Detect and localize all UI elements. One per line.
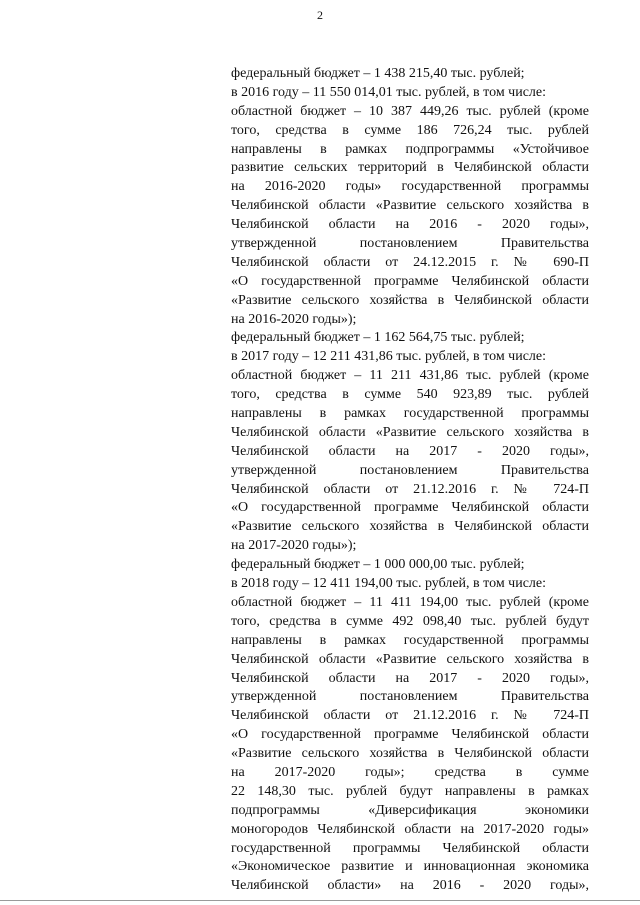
text-line: на 2016-2020 годы» государственной программы — [231, 179, 589, 195]
text-line: в 2016 году – 11 550 014,01 тыс. рублей, в том числе: — [231, 84, 547, 100]
text-line: на 2017-2020 годы»); — [231, 538, 357, 554]
text-line: на 2016-2020 годы»); — [231, 311, 357, 327]
text-line: федеральный бюджет – 1 438 215,40 тыс. рублей; — [231, 66, 525, 81]
text-line: Челябинской области на 2017 - 2020 годы», — [231, 443, 589, 459]
text-line: 22 148,30 тыс. рублей будут направлены в рамках — [231, 783, 589, 799]
text-line: подпрограммы «Диверсификация экономики — [231, 802, 589, 818]
bottom-scan-edge — [0, 900, 640, 901]
text-line: «О государственной программе Челябинской области — [231, 273, 589, 289]
text-line: Челябинской области от 24.12.2015 г. № 690-П — [231, 254, 589, 270]
document-body — [231, 65, 589, 896]
text-line: развитие сельских территорий в Челябинской области — [231, 160, 589, 176]
text-line: «О государственной программе Челябинской области — [231, 727, 589, 743]
text-line: областной бюджет – 11 211 431,86 тыс. рублей (кроме — [231, 368, 589, 384]
text-line: «Развитие сельского хозяйства в Челябинской области — [231, 519, 589, 535]
page-number: 2 — [317, 8, 323, 22]
text-line: направлены в рамках государственной программы — [231, 406, 589, 422]
text-line: «Экономическое развитие и инновационная экономика — [231, 859, 589, 875]
text-line: в 2018 году – 12 411 194,00 тыс. рублей, в том числе: — [231, 576, 547, 592]
text-line: моногородов Челябинской области на 2017-2020 годы» — [231, 821, 589, 837]
text-line: Челябинской области «Развитие сельского хозяйства в — [231, 651, 589, 667]
text-line: утвержденной постановлением Правительства — [231, 462, 589, 478]
text-line: государственной программы Челябинской области — [231, 840, 589, 856]
text-line: федеральный бюджет – 1 162 564,75 тыс. рублей; — [231, 330, 525, 346]
text-line: утвержденной постановлением Правительства — [231, 689, 589, 705]
text-line: областной бюджет – 10 387 449,26 тыс. рублей (кроме — [231, 103, 589, 119]
text-line: того, средства в сумме 540 923,89 тыс. рублей — [231, 387, 589, 403]
text-line: «Развитие сельского хозяйства в Челябинской области — [231, 746, 589, 762]
text-line: областной бюджет – 11 411 194,00 тыс. рублей (кроме — [231, 594, 589, 610]
text-line: Челябинской области «Развитие сельского хозяйства в — [231, 424, 589, 440]
text-line: Челябинской области от 21.12.2016 г. № 724-П — [231, 708, 589, 724]
text-line: Челябинской области на 2016 - 2020 годы», — [231, 217, 589, 233]
text-line: направлены в рамках подпрограммы «Устойчивое — [231, 141, 589, 157]
text-line: в 2017 году – 12 211 431,86 тыс. рублей, в том числе: — [231, 349, 547, 365]
text-line: Челябинской области на 2017 - 2020 годы», — [231, 670, 589, 686]
text-line: того, средства в сумме 186 726,24 тыс. рублей — [231, 122, 589, 138]
text-line: на 2017-2020 годы»; средства в сумме — [231, 764, 589, 780]
text-line: Челябинской области от 21.12.2016 г. № 724-П — [231, 481, 589, 497]
text-line: федеральный бюджет – 1 000 000,00 тыс. рублей; — [231, 557, 525, 573]
text-line: «О государственной программе Челябинской области — [231, 500, 589, 516]
text-line: утвержденной постановлением Правительства — [231, 236, 589, 252]
text-line: «Развитие сельского хозяйства в Челябинской области — [231, 292, 589, 308]
text-line: Челябинской области «Развитие сельского хозяйства в — [231, 198, 589, 214]
text-line: Челябинской области» на 2016 - 2020 годы», — [231, 878, 589, 894]
text-line: направлены в рамках государственной программы — [231, 632, 589, 648]
text-line: того, средства в сумме 492 098,40 тыс. рублей будут — [231, 613, 589, 629]
